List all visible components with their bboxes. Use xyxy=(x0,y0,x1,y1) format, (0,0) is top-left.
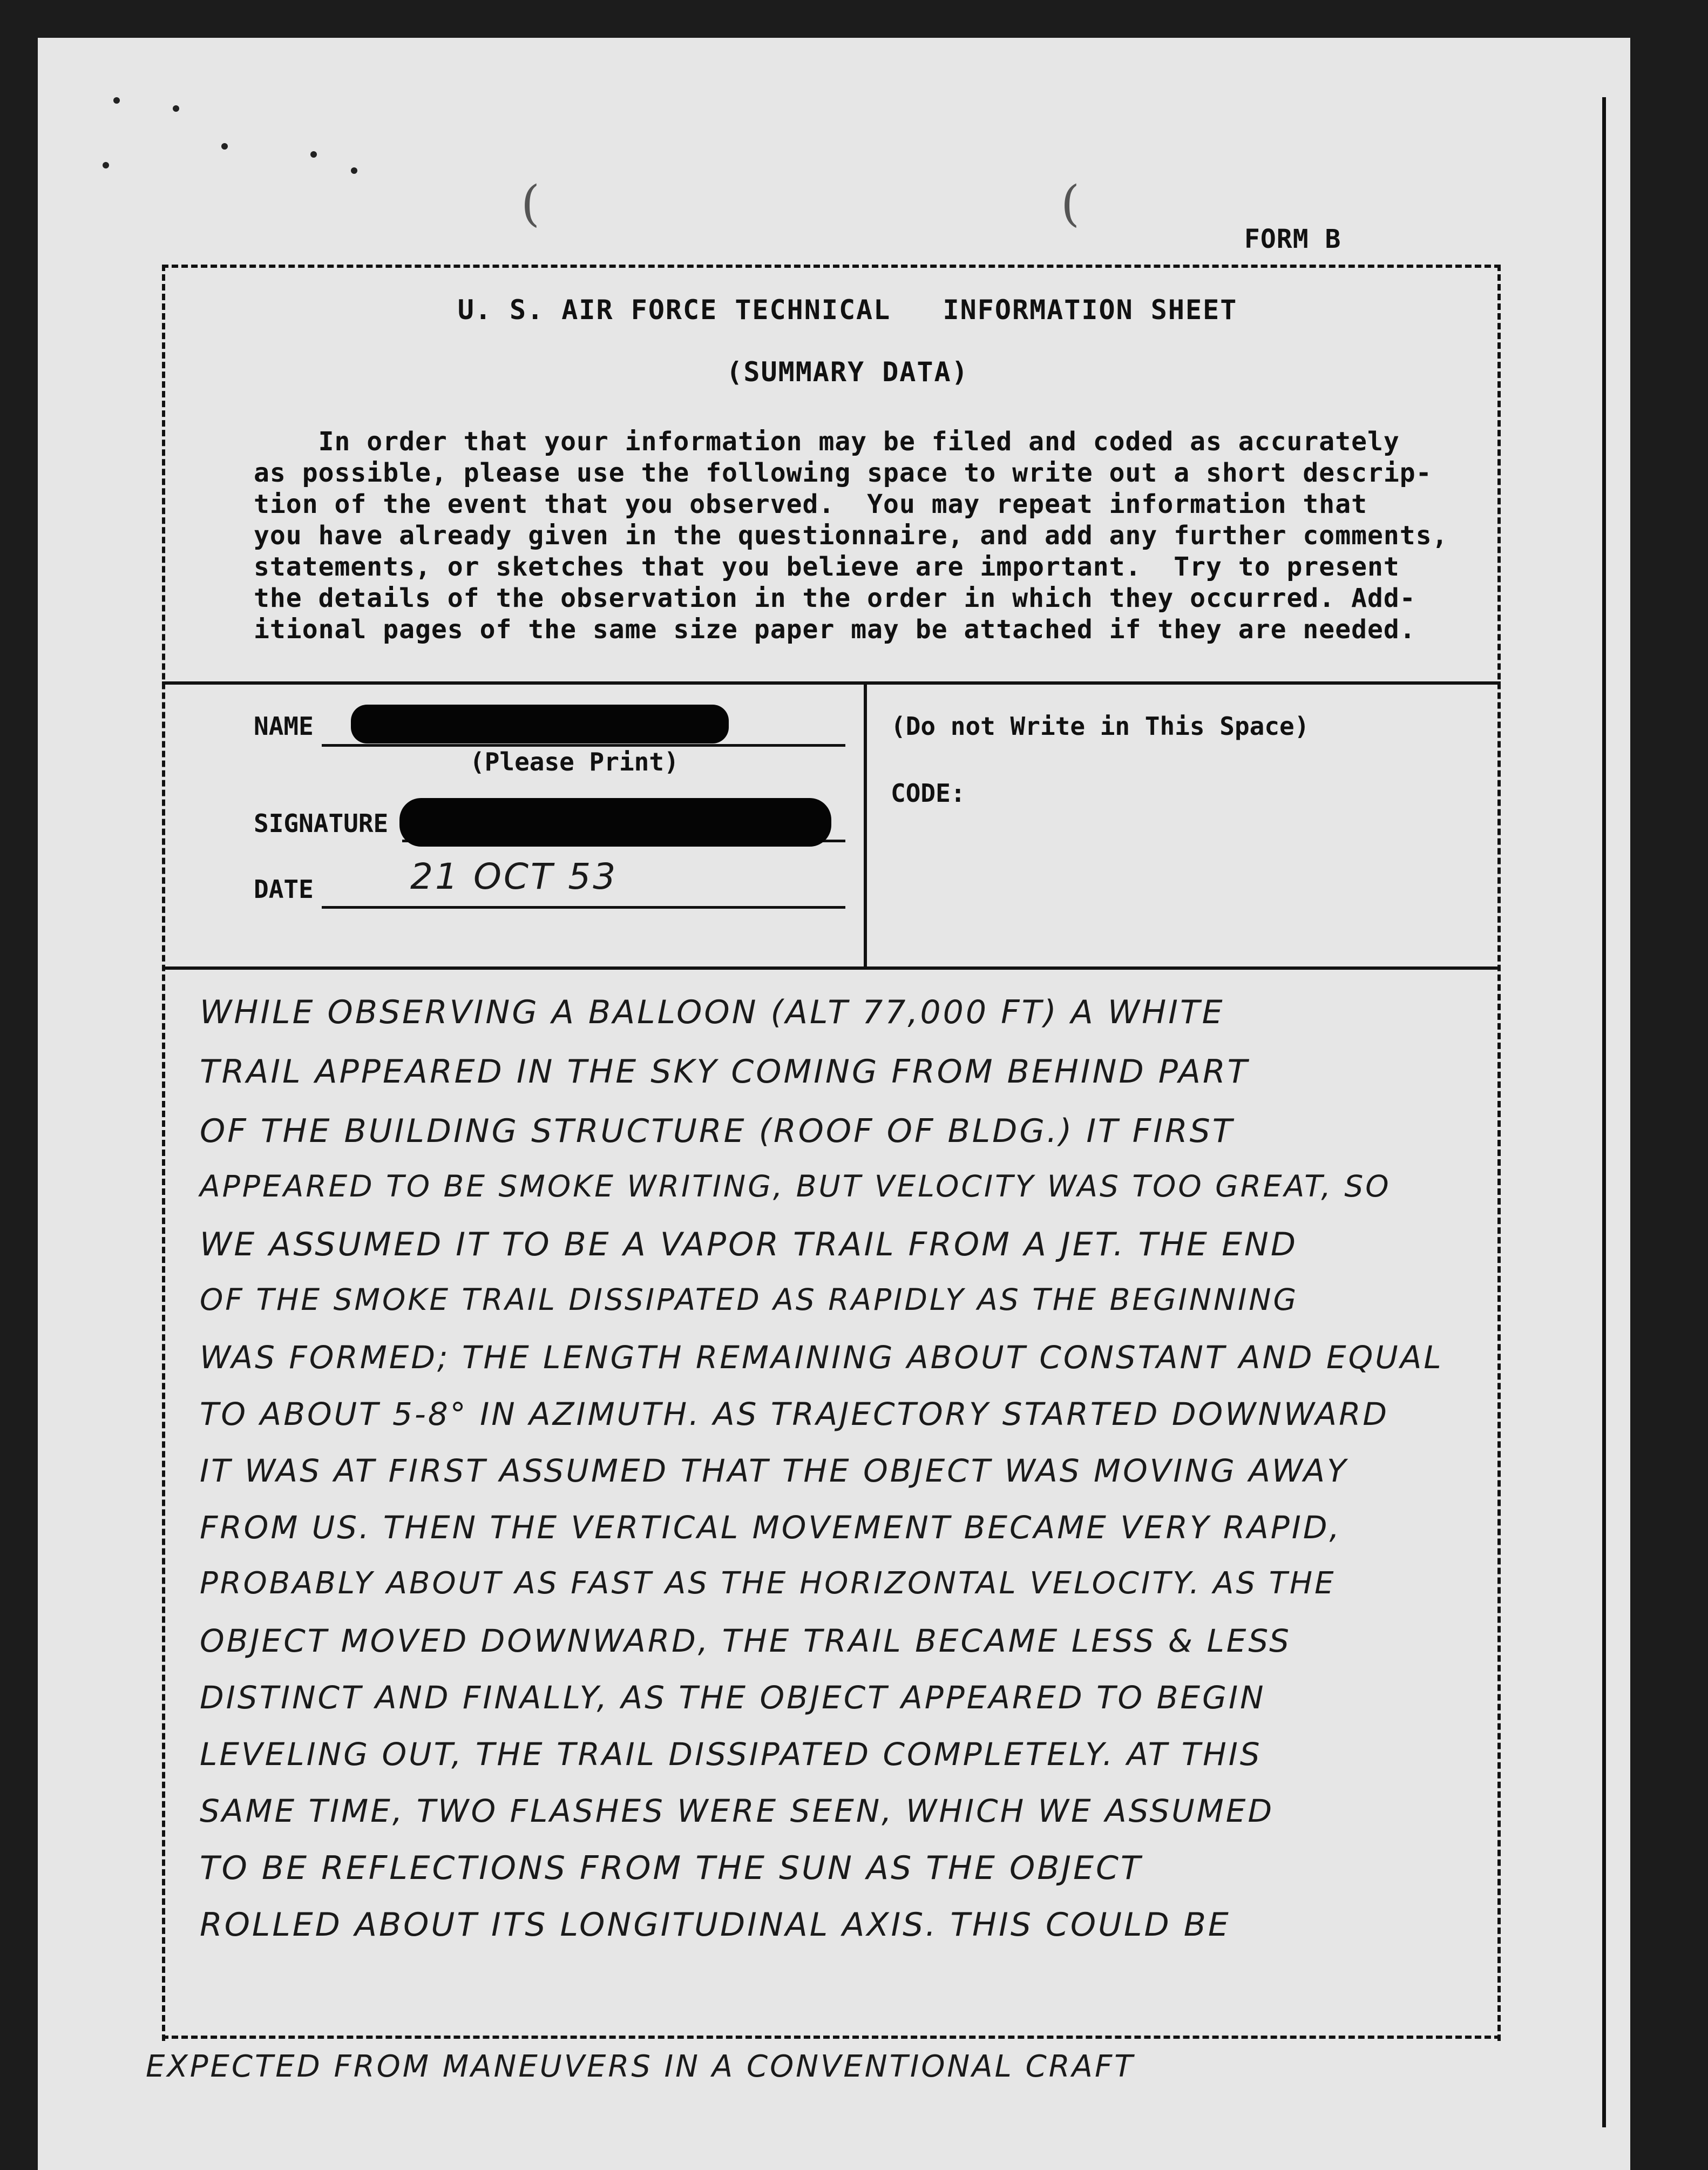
scan-speck xyxy=(221,143,228,150)
date-value: 21 OCT 53 xyxy=(410,856,618,897)
form-border-right xyxy=(1497,265,1501,2041)
date-label: DATE xyxy=(254,875,314,904)
section-divider xyxy=(162,966,1501,970)
scan-speck xyxy=(103,162,109,168)
narrative-line: FROM US. THEN THE VERTICAL MOVEMENT BECAME VERY RAPID, xyxy=(200,1509,1341,1546)
narrative-line: PROBABLY ABOUT AS FAST AS THE HORIZONTAL VELOCITY. AS THE xyxy=(200,1566,1336,1601)
scan-mark: ( xyxy=(1061,175,1080,232)
narrative-line: SAME TIME, TWO FLASHES WERE SEEN, WHICH WE ASSUMED xyxy=(200,1793,1275,1829)
instruction-line: the details of the observation in the order in which they occurred. Add- xyxy=(254,583,1416,613)
narrative-line: LEVELING OUT, THE TRAIL DISSIPATED COMPLETELY. AT THIS xyxy=(200,1736,1262,1773)
section-divider xyxy=(162,681,1501,685)
scan-speck xyxy=(310,151,317,158)
narrative-line: APPEARED TO BE SMOKE WRITING, BUT VELOCITY WAS TOO GREAT, SO xyxy=(200,1169,1391,1204)
narrative-line: WAS FORMED; THE LENGTH REMAINING ABOUT CONSTANT AND EQUAL xyxy=(200,1339,1443,1376)
narrative-line: OF THE SMOKE TRAIL DISSIPATED AS RAPIDLY AS THE BEGINNING xyxy=(200,1282,1299,1317)
narrative-line: WHILE OBSERVING A BALLOON (ALT 77,000 FT) A WHITE xyxy=(200,993,1225,1031)
instruction-line: In order that your information may be filed and coded as accurately xyxy=(254,427,1400,457)
name-redaction xyxy=(351,705,729,743)
instruction-line: tion of the event that you observed. You may repeat information that xyxy=(254,489,1367,519)
instruction-line: itional pages of the same size paper may be attached if they are needed. xyxy=(254,614,1416,645)
signature-label: SIGNATURE xyxy=(254,809,389,838)
form-title: U. S. AIR FORCE TECHNICAL INFORMATION SHEET xyxy=(457,294,1238,326)
scan-speck xyxy=(113,97,120,104)
narrative-line: WE ASSUMED IT TO BE A VAPOR TRAIL FROM A JET. THE END xyxy=(200,1226,1298,1263)
narrative-line: DISTINCT AND FINALLY, AS THE OBJECT APPEARED TO BEGIN xyxy=(200,1679,1266,1716)
scan-speck xyxy=(351,167,357,174)
instruction-line: statements, or sketches that you believe are important. Try to present xyxy=(254,552,1400,582)
narrative-line: TO BE REFLECTIONS FROM THE SUN AS THE OBJECT xyxy=(200,1849,1143,1887)
scan-mark: ( xyxy=(521,175,540,232)
instruction-line: you have already given in the questionnaire, and add any further comments, xyxy=(254,520,1448,551)
date-field[interactable] xyxy=(322,906,845,909)
form-border-top xyxy=(162,265,1501,268)
name-field[interactable] xyxy=(322,744,845,747)
name-label: NAME xyxy=(254,712,314,741)
narrative-line: OBJECT MOVED DOWNWARD, THE TRAIL BECAME LESS & LESS xyxy=(200,1623,1291,1659)
office-use-note: (Do not Write in This Space) xyxy=(891,712,1310,741)
signature-redaction xyxy=(399,798,831,847)
print-hint: (Please Print) xyxy=(470,747,679,776)
scan-speck xyxy=(173,105,179,112)
narrative-line: TO ABOUT 5-8° IN AZIMUTH. AS TRAJECTORY STARTED DOWNWARD xyxy=(200,1396,1390,1432)
narrative-line: IT WAS AT FIRST ASSUMED THAT THE OBJECT WAS MOVING AWAY xyxy=(200,1452,1348,1489)
code-label: CODE: xyxy=(891,779,966,808)
form-border-bottom xyxy=(162,2036,1501,2039)
form-identifier: FORM B xyxy=(1244,224,1341,254)
narrative-line-overflow: EXPECTED FROM MANEUVERS IN A CONVENTIONAL CRAFT xyxy=(146,2049,1135,2084)
section-column-divider xyxy=(864,681,867,968)
instruction-line: as possible, please use the following space to write out a short descrip- xyxy=(254,458,1432,488)
form-border-left xyxy=(162,265,165,2041)
narrative-line: TRAIL APPEARED IN THE SKY COMING FROM BEHIND PART xyxy=(200,1053,1250,1091)
form-subtitle: (SUMMARY DATA) xyxy=(726,356,969,388)
narrative-line: ROLLED ABOUT ITS LONGITUDINAL AXIS. THIS COULD BE xyxy=(200,1906,1231,1944)
narrative-line: OF THE BUILDING STRUCTURE (ROOF OF BLDG.) IT FIRST xyxy=(200,1112,1235,1150)
page-edge-rule xyxy=(1602,97,1606,2127)
